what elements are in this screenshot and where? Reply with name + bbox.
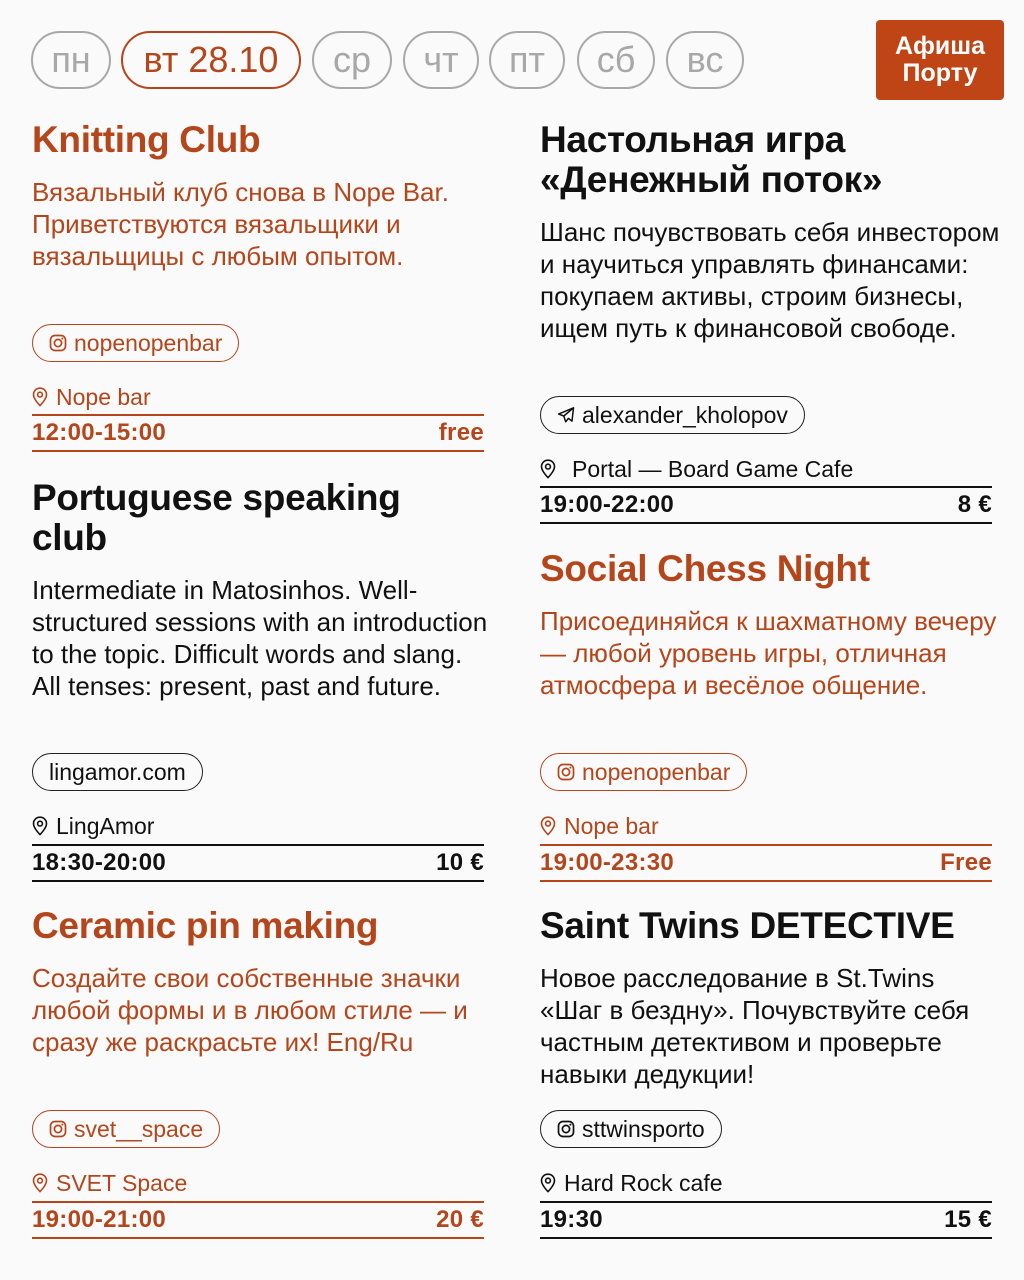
day-tab-sun[interactable]: вс (666, 31, 744, 89)
event-description: Новое расследование в St.Twins «Шаг в бездну». Почувствуйте себя частным детективом и проверьте навыки дедукции! (540, 963, 970, 1089)
event-location-text: SVET Space (56, 1170, 188, 1196)
event-description: Вязальный клуб снова в Nope Bar. Приветствуются вязальщики и вязальщицы с любым опытом. (32, 177, 449, 271)
event-contact-link[interactable] (32, 324, 239, 362)
brand-line-1: Афиша (894, 32, 986, 60)
event-location (540, 812, 659, 840)
event-time-price-bar (32, 414, 484, 452)
brand-logo (876, 20, 1004, 100)
event-card (32, 906, 484, 1240)
event-location-text: Hard Rock cafe (564, 1170, 723, 1196)
event-contact-text: alexander_kholopov (582, 402, 788, 428)
event-title: Saint Twins DETECTIVE (540, 905, 955, 946)
day-tab-fri[interactable]: пт (489, 31, 565, 89)
event-title: Ceramic pin making (32, 905, 379, 946)
event-location (540, 1169, 723, 1197)
event-location (32, 383, 151, 411)
event-contact-link[interactable] (540, 1110, 722, 1148)
location-pin-icon (32, 387, 48, 407)
event-location-text: Nope bar (56, 384, 151, 410)
event-title: Social Chess Night (540, 548, 870, 589)
event-time-price-bar (540, 844, 992, 882)
event-card (540, 119, 1000, 525)
event-contact-text: nopenopenbar (74, 330, 223, 356)
event-location-text: Portal — Board Game Cafe (572, 456, 854, 482)
event-time-price-bar (540, 486, 992, 524)
event-time-price-bar (540, 1201, 992, 1239)
location-pin-icon (32, 1173, 48, 1193)
day-tab-mon[interactable]: пн (31, 31, 111, 89)
event-location (32, 1169, 187, 1197)
brand-line-2: Порту (902, 59, 978, 87)
telegram-icon (557, 406, 575, 424)
day-tab-wed[interactable]: ср (312, 31, 392, 89)
instagram-icon (49, 334, 67, 352)
event-title: Knitting Club (32, 119, 261, 160)
event-contact-text: nopenopenbar (582, 759, 731, 785)
location-pin-icon (540, 459, 556, 479)
event-time: 12:00-15:00 (32, 419, 167, 446)
event-time: 19:00-22:00 (540, 491, 675, 518)
event-location-text: LingAmor (56, 813, 155, 839)
event-contact-text: svet__space (74, 1116, 204, 1142)
event-description: Создайте свои собственные значки любой формы и в любом стиле — и сразу же раскрасьте их! Eng/Ru (32, 963, 468, 1057)
location-pin-icon (540, 1173, 556, 1193)
event-card (32, 477, 488, 882)
event-time: 18:30-20:00 (32, 849, 167, 876)
event-title: Настольная игра «Денежный поток» (540, 119, 883, 200)
event-card (32, 120, 484, 456)
location-pin-icon (540, 816, 556, 836)
event-price: 10 € (436, 849, 484, 876)
event-time: 19:30 (540, 1206, 603, 1233)
event-title: Portuguese speaking club (32, 477, 401, 558)
event-price: Free (940, 849, 992, 876)
instagram-icon (49, 1120, 67, 1138)
event-location (540, 455, 853, 483)
event-description: Шанс почувствовать себя инвестором и научиться управлять финансами: покупаем активы, строим бизнесы, ищем путь к финансовой свободе. (540, 217, 1000, 343)
event-contact-text: lingamor.com (49, 759, 186, 785)
event-card (540, 906, 992, 1240)
event-location (32, 812, 154, 840)
event-contact-link[interactable] (32, 1110, 220, 1148)
day-tab-thu[interactable]: чт (403, 31, 479, 89)
instagram-icon (557, 1120, 575, 1138)
event-contact-text: sttwinsporto (582, 1116, 705, 1142)
event-price: 8 € (957, 491, 992, 518)
event-price: 15 € (944, 1206, 992, 1233)
event-price: 20 € (436, 1206, 484, 1233)
event-time-price-bar (32, 1201, 484, 1239)
event-price: free (438, 419, 484, 446)
event-time: 19:00-21:00 (32, 1206, 167, 1233)
day-tab-tue[interactable]: вт 28.10 (121, 31, 301, 89)
instagram-icon (557, 763, 575, 781)
event-contact-link[interactable] (540, 753, 747, 791)
location-pin-icon (32, 816, 48, 836)
event-time: 19:00-23:30 (540, 849, 675, 876)
event-contact-link[interactable] (32, 753, 203, 791)
event-time-price-bar (32, 844, 484, 882)
event-description: Intermediate in Matosinhos. Well-structured sessions with an introduction to the topic. Difficult words and slang. All tenses: present, past and future. (32, 575, 488, 701)
event-location-text: Nope bar (564, 813, 659, 839)
event-card (540, 548, 997, 882)
event-description: Присоединяйся к шахматному вечеру — любой уровень игры, отличная атмосфера и весёлое общение. (540, 606, 997, 700)
day-tab-sat[interactable]: сб (577, 31, 655, 89)
event-contact-link[interactable] (540, 396, 805, 434)
